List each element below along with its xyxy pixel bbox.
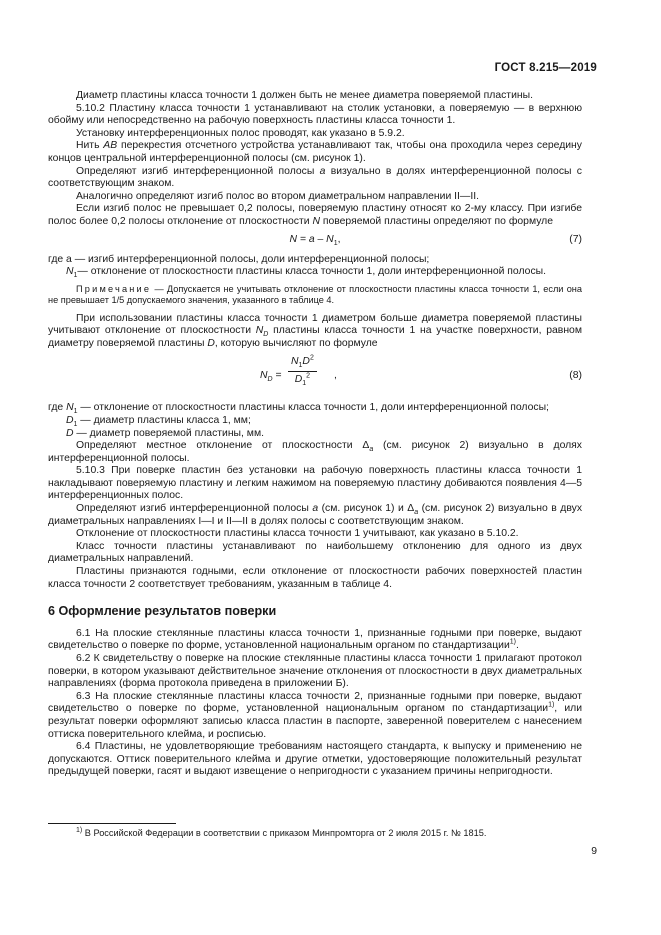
paragraph: Если изгиб полос не превышает 0,2 полосы, поверяемую пластину относят ко 2-му классу. При изгибе полос более 0,2 полосы отклонение от плоскостности N поверяемой пластины определяют по формуле	[48, 203, 582, 227]
note: Примечание — Допускается не учитывать отклонение от плоскостности пластины класса точности 1, если она не превышает 1/5 допускаемого значения, указанного в таблице 4.	[48, 283, 582, 306]
paragraph: 5.10.2 Пластину класса точности 1 устанавливают на столик установки, а поверяемую — в верхнюю обойму или непосредственно на рабочую поверхность пластины класса точности 1.	[48, 102, 582, 127]
document-body	[48, 90, 582, 779]
paragraph: Отклонение от плоскостности пластины класса точности 1 учитывают, как указано в 5.10.2.	[76, 528, 519, 540]
footnote: $^{1)}$ В Российской Федерации в соответствии с приказом Минпромторга от 2 июля 2015 г. № 1815.	[76, 826, 487, 838]
formula-8: $N_D$ = $\frac{N_1D^2}{D_1^2}$ , (8)	[260, 354, 582, 387]
paragraph: Диаметр пластины класса точности 1 должен быть не менее диаметра поверяемой пластины.	[76, 90, 533, 101]
definition: D — диаметр поверяемой пластины, мм.	[66, 427, 264, 439]
formula-number: (7)	[569, 233, 582, 245]
definition: $D_1$ — диаметр пластины класса 1, мм;	[66, 414, 251, 428]
paragraph: Установку интерференционных полос проводят, как указано в 5.9.2.	[76, 127, 405, 139]
paragraph: При использовании пластины класса точности 1 диаметром больше диаметра поверяемой пластины учитывают отклонение от плоскостности $N_D$ пластины класса точности 1 на участке поверхности, равном диаметру поверяемой пластины D, которую вычисляют по формуле	[48, 312, 582, 349]
formula-7: $N = a - N_1$, (7)	[289, 233, 582, 247]
paragraph: Аналогично определяют изгиб полос во втором диаметральном направлении II—II.	[76, 190, 479, 202]
paragraph: 6.2 К свидетельству о поверке на плоские стеклянные пластины класса точности 1 прилагают протокол поверки, в котором указывают действительное значение отклонения от плоскостности в двух диаметральных направлениях (форма протокола приведена в приложении Б).	[48, 653, 582, 690]
paragraph: 6.4 Пластины, не удовлетворяющие требованиям настоящего стандарта, к выпуску и применению не допускаются. Оттиск поверительного клейма и другие отметки, удостоверяющие положительный результат предыдущей поверки, гасят и выдают извещение о непригодности с указанием причины непригодности.	[48, 741, 582, 778]
footnote-separator	[48, 823, 176, 824]
definition: $N_1—$ отклонение от плоскостности пластины класса точности 1, доли интерференционной полосы.	[66, 266, 546, 280]
footnote-ref: 1)	[548, 701, 555, 709]
standard-code: ГОСТ 8.215—2019	[494, 62, 597, 74]
paragraph: Нить АВ перекрестия отсчетного устройства устанавливают так, чтобы она проходила через середину концов центральной интерференционной полосы (см. рисунок 1).	[48, 140, 582, 164]
footnote-ref: 1)	[509, 638, 516, 646]
paragraph: 5.10.3 При поверке пластин без установки на рабочую поверхность пластины класса точности 1 накладывают поверяемую пластину и легким нажимом на поверяемую пластину добиваются появления 4—5 интерференционных полос.	[48, 465, 582, 502]
paragraph: Определяют изгиб интерференционной полосы а визуально в долях интерференционной полосы с соответствующим знаком.	[48, 165, 582, 190]
page-number: 9	[591, 846, 597, 857]
definition: где а — изгиб интерференционной полосы, доли интерференционной полосы;	[48, 253, 430, 265]
paragraph: 6.1 На плоские стеклянные пластины класса точности 1, признанные годными при поверке, выдают свидетельство о поверке по форме, установленной национальным органом по стандартизации$^{1)}$.	[48, 627, 582, 652]
paragraph: Определяют изгиб интерференционной полосы а (см. рисунок 1) и $\Delta_a$ (см. рисунок 2) визуально в двух диаметральных направлениях I—I и II—II в долях полосы с соответствующим знаком.	[48, 503, 583, 527]
definition: где $N_1$ — отклонение от плоскостности пластины класса точности 1, доли интерференционной полосы;	[48, 402, 549, 416]
section-heading: 6 Оформление результатов поверки	[48, 604, 277, 619]
paragraph: Пластины признаются годными, если отклонение от плоскостности рабочих поверхностей пластин класса точности 2 соответствует требованиям, указанным в таблице 4.	[48, 566, 582, 590]
paragraph: Класс точности пластины устанавливают по наибольшему отклонению для одного из двух диаметральных направлений.	[48, 540, 582, 565]
paragraph: Определяют местное отклонение от плоскостности $\Delta_a$ (см. рисунок 2) визуально в долях интерференционной полосы.	[48, 440, 582, 464]
paragraph: 6.3 На плоские стеклянные пластины класса точности 2, признанные годными при поверке, выдают свидетельство о поверке по форме, установленной национальным органом по стандартизации$^{1)}$, или результат поверки оформляют записью класса пластин в паспорте, заверенной поверителем с нанесением оттиска поверительного клейма, и росписью.	[48, 690, 582, 740]
formula-number: (8)	[569, 370, 582, 382]
